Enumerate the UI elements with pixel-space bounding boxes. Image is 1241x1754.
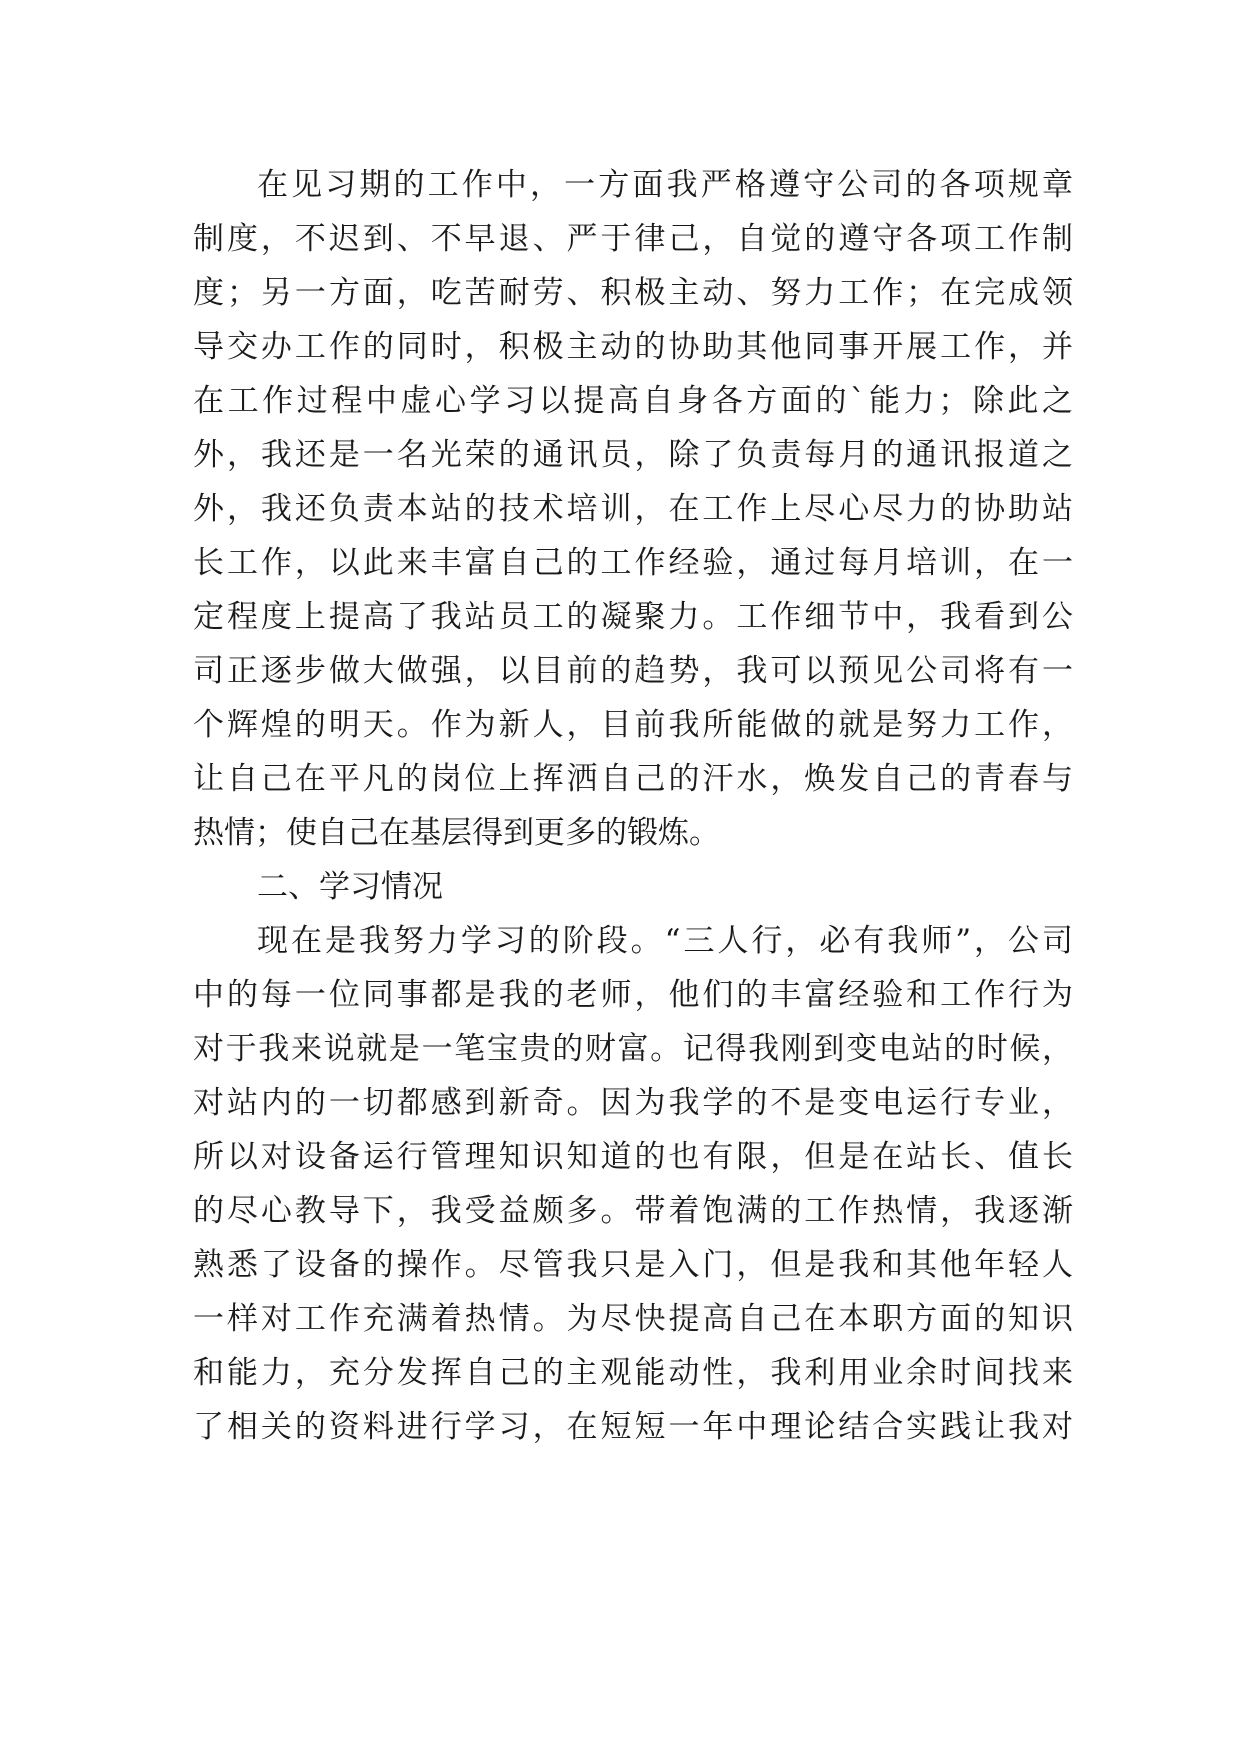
- text-line: 度；另一方面，吃苦耐劳、积极主动、努力工作；在完成领: [193, 275, 1073, 311]
- section-heading: 二、学习情况: [257, 869, 443, 905]
- text-line: 中的每一位同事都是我的老师，他们的丰富经验和工作行为: [193, 977, 1073, 1013]
- text-line: 让自己在平凡的岗位上挥洒自己的汗水，焕发自己的青春与: [193, 761, 1073, 797]
- text-line: 导交办工作的同时，积极主动的协助其他同事开展工作，并: [193, 329, 1073, 365]
- text-line: 所以对设备运行管理知识知道的也有限，但是在站长、值长: [193, 1139, 1073, 1175]
- text-line: 在见习期的工作中，一方面我严格遵守公司的各项规章: [257, 167, 1073, 203]
- text-line: 司正逐步做大做强，以目前的趋势，我可以预见公司将有一: [193, 653, 1073, 689]
- text-line: 长工作，以此来丰富自己的工作经验，通过每月培训，在一: [193, 545, 1073, 581]
- text-line: 和能力，充分发挥自己的主观能动性，我利用业余时间找来: [193, 1355, 1073, 1391]
- text-line: 在工作过程中虚心学习以提高自身各方面的`能力；除此之: [193, 383, 1073, 419]
- text-line: 对于我来说就是一笔宝贵的财富。记得我刚到变电站的时候，: [193, 1031, 1073, 1067]
- text-line: 个辉煌的明天。作为新人，目前我所能做的就是努力工作，: [193, 707, 1073, 743]
- text-line: 熟悉了设备的操作。尽管我只是入门，但是我和其他年轻人: [193, 1247, 1073, 1283]
- text-line: 了相关的资料进行学习，在短短一年中理论结合实践让我对: [193, 1409, 1073, 1445]
- text-line: 的尽心教导下，我受益颇多。带着饱满的工作热情，我逐渐: [193, 1193, 1073, 1229]
- text-line: 定程度上提高了我站员工的凝聚力。工作细节中，我看到公: [193, 599, 1073, 635]
- text-line: 制度，不迟到、不早退、严于律己，自觉的遵守各项工作制: [193, 221, 1073, 257]
- text-line: 现在是我努力学习的阶段。“三人行，必有我师”，公司: [257, 923, 1073, 959]
- text-line: 外，我还负责本站的技术培训，在工作上尽心尽力的协助站: [193, 491, 1073, 527]
- text-line: 外，我还是一名光荣的通讯员，除了负责每月的通讯报道之: [193, 437, 1073, 473]
- body-text: [193, 158, 1073, 1454]
- text-line: 热情；使自己在基层得到更多的锻炼。: [193, 815, 720, 851]
- text-line: 一样对工作充满着热情。为尽快提高自己在本职方面的知识: [193, 1301, 1073, 1337]
- text-line: 对站内的一切都感到新奇。因为我学的不是变电运行专业，: [193, 1085, 1073, 1121]
